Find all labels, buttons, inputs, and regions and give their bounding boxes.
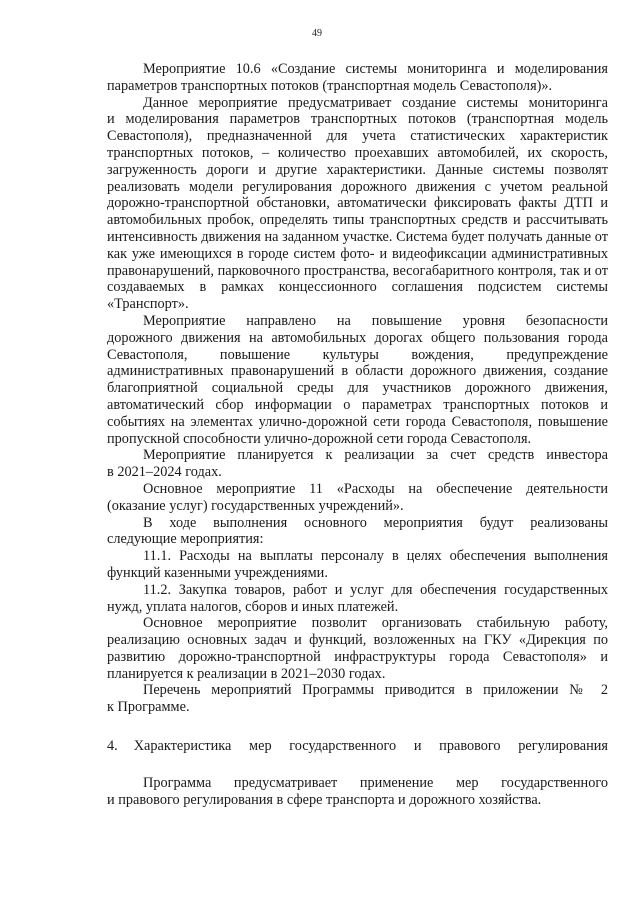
paragraph-continuation: и моделирования параметров транспортных потоков (транспортная модель Севастополя), предназначенной для учета статистических характеристик транспортных потоков, – количество проехавших автомобилей, их скорость, загруженность дороги и другие характеристики. Данные системы позволят реализовать модели регулирования дорожного движения с учетом реальной дорожно-транспортной обстановки, автоматически фиксировать факты ДТП и автомобильных пробок, определять типы транспортных средств и рассчитывать интенсивность движения на заданном участке. Система будет получать данные от как уже имеющихся в городе систем фото- и видеофиксации административных правонарушений, парковочного пространства, весогабаритного контроля, так и от создаваемых в рамках концессионного соглашения подсистем системы «Транспорт». <box>107 111 608 313</box>
paragraph-measure-10-6-funding <box>107 447 608 481</box>
section-title-word: государственного <box>289 738 397 755</box>
section-title-word: и <box>413 738 422 755</box>
paragraph-measure-10-6-title <box>107 61 608 95</box>
section-title-word: правового <box>439 738 501 755</box>
paragraph-first-line: Основное мероприятие позволит организовать стабильную работу, <box>143 615 608 632</box>
paragraph-first-line: Мероприятие 10.6 «Создание системы мониторинга и моделирования <box>143 61 608 77</box>
paragraph-continuation: дорожного движения на автомобильных дорогах общего пользования города Севастополя, повышение культуры вождения, предупреждение административных правонарушений в области дорожного движения, создание благоприятной социальной среды для участников дорожного движения, автоматический сбор информации о параметрах транспортных потоков и событиях на элементах улично-дорожной сети города Севастополя, повышение пропускной способности улично-дорожной сети города Севастополя. <box>107 329 608 447</box>
paragraph-measure-10-6-purpose <box>107 313 608 447</box>
paragraph-first-line: Основное мероприятие 11 «Расходы на обеспечение деятельности <box>143 480 608 497</box>
paragraph-continuation: нужд, уплата налогов, сборов и иных платежей. <box>107 598 399 615</box>
section-title-word: Характеристика <box>133 738 232 755</box>
paragraph-first-line: Данное мероприятие предусматривает создание системы мониторинга <box>143 94 608 111</box>
paragraph-main-measure-11-title <box>107 481 608 515</box>
section-number: 4. <box>107 738 118 755</box>
paragraph-continuation: реализацию основных задач и функций, возложенных на ГКУ «Дирекция по развитию дорожно-транспортной инфраструктуры города Севастополя» и планируется к реализации в 2021–2030 годах. <box>107 632 608 682</box>
paragraph-first-line: Мероприятие направлено на повышение уровня безопасности <box>143 312 608 329</box>
paragraph-main-measure-11-intro <box>107 515 608 549</box>
list-item-11-2 <box>107 582 608 616</box>
paragraph-first-line: Мероприятие планируется к реализации за счет средств инвестора <box>143 447 608 464</box>
section-title <box>134 738 608 755</box>
list-item-11-1 <box>107 548 608 582</box>
section-title-word: регулирования <box>518 738 608 755</box>
section-title-word: мер <box>249 738 272 755</box>
paragraph-appendix-reference <box>107 682 608 716</box>
page-number: 49 <box>312 28 322 39</box>
paragraph-first-line: 11.1. Расходы на выплаты персоналу в целях обеспечения выполнения <box>143 548 608 565</box>
section-heading-4 <box>107 738 608 755</box>
paragraph-continuation: (оказание услуг) государственных учреждений». <box>107 497 404 514</box>
document-body <box>107 61 608 808</box>
paragraph-continuation: параметров транспортных потоков (транспортная модель Севастополя)». <box>107 77 553 94</box>
paragraph-first-line: Перечень мероприятий Программы приводится в приложении № 2 <box>143 682 608 699</box>
paragraph-continuation: и правового регулирования в сфере транспорта и дорожного хозяйства. <box>107 791 542 808</box>
paragraph-first-line: Программа предусматривает применение мер государственного <box>143 774 608 791</box>
paragraph-regulation-measures <box>107 775 608 809</box>
paragraph-main-measure-11-outcome <box>107 615 608 682</box>
paragraph-continuation: следующие мероприятия: <box>107 531 264 548</box>
paragraph-first-line: В ходе выполнения основного мероприятия будут реализованы <box>143 514 608 531</box>
paragraph-measure-10-6-description <box>107 95 608 313</box>
paragraph-first-line: 11.2. Закупка товаров, работ и услуг для обеспечения государственных <box>143 581 608 598</box>
paragraph-continuation: к Программе. <box>107 699 190 716</box>
paragraph-continuation: в 2021–2024 годах. <box>107 464 222 481</box>
paragraph-continuation: функций казенными учреждениями. <box>107 564 328 581</box>
